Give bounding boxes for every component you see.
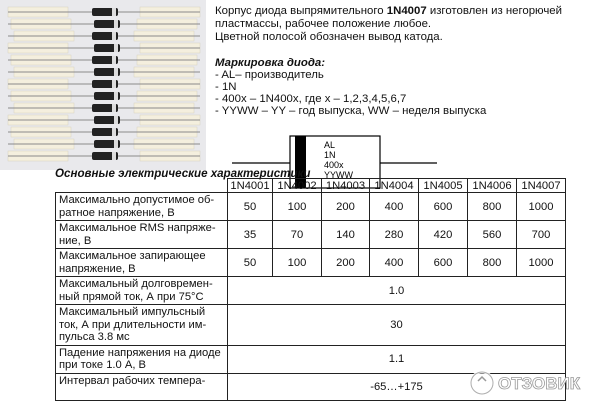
- marking-title: Маркировка диода:: [215, 57, 325, 69]
- diode-cathode-band: [112, 80, 116, 88]
- cell: 50: [228, 193, 273, 221]
- diodes-photo: [0, 0, 206, 170]
- merged-cell: -65…+175: [228, 373, 566, 400]
- row-label: Максимально допустимое об-ратное напряжение, В: [56, 193, 228, 221]
- cell: 560: [468, 221, 517, 249]
- marking-item: - 1N: [215, 81, 237, 93]
- marking-item: - 400x – 1N400x, где x – 1,2,3,4,5,6,7: [215, 93, 407, 105]
- column-header: 1N4001: [228, 179, 273, 193]
- row-label: Максимальный долговремен-ный прямой ток, А при 75°C: [56, 277, 228, 305]
- diode-cathode-band: [114, 116, 118, 124]
- cell: 70: [273, 221, 322, 249]
- cell: 600: [419, 249, 468, 277]
- cell: 100: [273, 193, 322, 221]
- column-header: 1N4002: [273, 179, 322, 193]
- merged-cell: 30: [228, 305, 566, 346]
- cell: 100: [273, 249, 322, 277]
- cell: 200: [322, 193, 370, 221]
- watermark-text: ОТЗОВИК: [498, 374, 581, 393]
- section-title: Основные электрические характеристики: [55, 167, 311, 180]
- table-row: [56, 249, 566, 277]
- diode-cathode-band: [114, 92, 118, 100]
- table-row: [56, 305, 566, 346]
- cell: 800: [468, 249, 517, 277]
- intro-line2: пластмассы, рабочее положение любое.: [215, 18, 432, 30]
- row-label: Максимальное запирающее напряжение, В: [56, 249, 228, 277]
- merged-cell: 1.1: [228, 345, 566, 373]
- marking-item: - YYWW – YY – год выпуска, WW – неделя выпуска: [215, 105, 487, 117]
- cell: 140: [322, 221, 370, 249]
- diode-cathode-band: [114, 44, 118, 52]
- diode-cathode-band: [112, 128, 116, 136]
- cell: 1000: [517, 249, 566, 277]
- diode-cathode-band: [114, 20, 118, 28]
- diode-cathode-band: [112, 56, 116, 64]
- row-label: Падение напряжения на диоде при токе 1.0 А, В: [56, 345, 228, 373]
- cell: 50: [228, 249, 273, 277]
- diagram-text: 1N: [324, 150, 336, 160]
- diode-cathode-band: [112, 152, 116, 160]
- intro-line3: Цветной полосой обозначен вывод катода.: [215, 31, 443, 43]
- marking-item: - AL– производитель: [215, 69, 324, 81]
- header-empty: [56, 179, 228, 193]
- diagram-text: AL: [324, 140, 336, 150]
- table-row: [56, 277, 566, 305]
- diode-cathode-band: [112, 8, 116, 16]
- cell: 280: [370, 221, 419, 249]
- row-label: Максимальное RMS напряже-ние, В: [56, 221, 228, 249]
- diagram-text: 400x: [324, 160, 344, 170]
- column-header: 1N4004: [370, 179, 419, 193]
- column-header: 1N4006: [468, 179, 517, 193]
- cell: 200: [322, 249, 370, 277]
- cell: 400: [370, 193, 419, 221]
- intro-line1: Корпус диода выпрямительного 1N4007 изготовлен из негорючей: [215, 5, 562, 17]
- diode-cathode-band: [114, 140, 118, 148]
- diode-cathode-band: [112, 32, 116, 40]
- column-header: 1N4007: [517, 179, 566, 193]
- table-header-row: [56, 179, 566, 193]
- cell: 400: [370, 249, 419, 277]
- column-header: 1N4003: [322, 179, 370, 193]
- row-label: Максимальный импульсный ток, А при длительности им-пульса 3.8 мс: [56, 305, 228, 346]
- column-header: 1N4005: [419, 179, 468, 193]
- cell: 800: [468, 193, 517, 221]
- diodes-photo-graphic: [0, 0, 206, 170]
- diode-cathode-band: [112, 104, 116, 112]
- cell: 420: [419, 221, 468, 249]
- diagram-text: YYWW: [324, 170, 353, 180]
- table-row: [56, 221, 566, 249]
- cell: 1000: [517, 193, 566, 221]
- otzovik-watermark: [468, 368, 593, 398]
- table-row: [56, 193, 566, 221]
- cell: 35: [228, 221, 273, 249]
- merged-cell: 1.0: [228, 277, 566, 305]
- diode-cathode-band: [114, 68, 118, 76]
- cell: 700: [517, 221, 566, 249]
- row-label: Интервал рабочих темпера-: [56, 373, 228, 400]
- cell: 600: [419, 193, 468, 221]
